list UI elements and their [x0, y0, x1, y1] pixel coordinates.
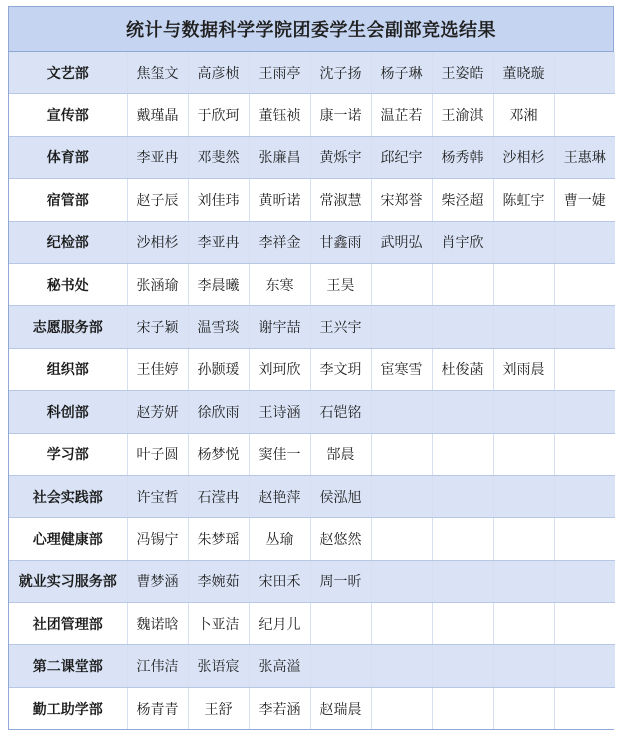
member-name-cell: 邓湘 — [493, 94, 554, 136]
table-row — [9, 348, 615, 390]
member-name-cell: 王舒 — [188, 687, 249, 729]
table-row — [9, 263, 615, 305]
member-name-cell — [554, 475, 615, 517]
member-name-cell — [371, 263, 432, 305]
member-name-cell: 沈子扬 — [310, 52, 371, 94]
member-name-cell: 王诗涵 — [249, 391, 310, 433]
member-name-cell — [310, 645, 371, 687]
member-name-cell — [493, 221, 554, 263]
table-row — [9, 603, 615, 645]
member-name-cell — [493, 475, 554, 517]
table-row — [9, 475, 615, 517]
member-name-cell — [371, 475, 432, 517]
member-name-cell — [432, 518, 493, 560]
member-name-cell: 肖宇欣 — [432, 221, 493, 263]
member-name-cell: 赵瑞晨 — [310, 687, 371, 729]
member-name-cell: 刘珂欣 — [249, 348, 310, 390]
member-name-cell: 丛瑜 — [249, 518, 310, 560]
member-name-cell: 冯锡宁 — [127, 518, 188, 560]
member-name-cell — [554, 603, 615, 645]
member-name-cell: 甘鑫雨 — [310, 221, 371, 263]
member-name-cell: 刘佳玮 — [188, 179, 249, 221]
member-name-cell — [432, 306, 493, 348]
member-name-cell — [371, 518, 432, 560]
department-cell: 组织部 — [9, 348, 127, 390]
member-name-cell: 高彦桢 — [188, 52, 249, 94]
member-name-cell: 沙相杉 — [493, 136, 554, 178]
member-name-cell — [554, 94, 615, 136]
member-name-cell: 康一诺 — [310, 94, 371, 136]
member-name-cell: 李祥金 — [249, 221, 310, 263]
member-name-cell: 温芷若 — [371, 94, 432, 136]
member-name-cell: 石铠铭 — [310, 391, 371, 433]
department-cell: 勤工助学部 — [9, 687, 127, 729]
member-name-cell — [554, 518, 615, 560]
member-name-cell — [554, 263, 615, 305]
member-name-cell — [371, 560, 432, 602]
table-row — [9, 94, 615, 136]
results-table — [9, 52, 615, 729]
member-name-cell: 柴泾超 — [432, 179, 493, 221]
member-name-cell: 王姿皓 — [432, 52, 493, 94]
table-row — [9, 560, 615, 602]
member-name-cell: 宋郑誉 — [371, 179, 432, 221]
department-cell: 社会实践部 — [9, 475, 127, 517]
results-sheet — [8, 6, 614, 730]
member-name-cell — [493, 645, 554, 687]
department-cell: 宣传部 — [9, 94, 127, 136]
member-name-cell: 武明弘 — [371, 221, 432, 263]
member-name-cell — [432, 475, 493, 517]
member-name-cell — [371, 603, 432, 645]
member-name-cell — [554, 645, 615, 687]
member-name-cell: 于欣珂 — [188, 94, 249, 136]
member-name-cell: 刘雨晨 — [493, 348, 554, 390]
member-name-cell: 张涵瑜 — [127, 263, 188, 305]
member-name-cell: 张高溢 — [249, 645, 310, 687]
table-row — [9, 433, 615, 475]
member-name-cell: 纪月儿 — [249, 603, 310, 645]
member-name-cell: 张语宸 — [188, 645, 249, 687]
table-row — [9, 306, 615, 348]
member-name-cell: 赵悠然 — [310, 518, 371, 560]
member-name-cell: 曹一婕 — [554, 179, 615, 221]
member-name-cell — [493, 518, 554, 560]
member-name-cell: 李亚冉 — [127, 136, 188, 178]
member-name-cell — [493, 560, 554, 602]
member-name-cell: 董钰祯 — [249, 94, 310, 136]
member-name-cell: 宋子颖 — [127, 306, 188, 348]
member-name-cell: 董晓璇 — [493, 52, 554, 94]
member-name-cell: 王昊 — [310, 263, 371, 305]
member-name-cell — [493, 603, 554, 645]
department-cell: 就业实习服务部 — [9, 560, 127, 602]
department-cell: 秘书处 — [9, 263, 127, 305]
member-name-cell — [554, 52, 615, 94]
member-name-cell: 陈虹宇 — [493, 179, 554, 221]
table-row — [9, 518, 615, 560]
member-name-cell: 戴瑾晶 — [127, 94, 188, 136]
page-title: 统计与数据科学学院团委学生会副部竞选结果 — [9, 7, 613, 52]
member-name-cell: 焦玺文 — [127, 52, 188, 94]
member-name-cell — [554, 306, 615, 348]
member-name-cell — [493, 687, 554, 729]
department-cell: 志愿服务部 — [9, 306, 127, 348]
table-row — [9, 645, 615, 687]
member-name-cell: 黄烁宇 — [310, 136, 371, 178]
department-cell: 第二课堂部 — [9, 645, 127, 687]
member-name-cell — [432, 603, 493, 645]
department-cell: 心理健康部 — [9, 518, 127, 560]
member-name-cell: 徐欣雨 — [188, 391, 249, 433]
member-name-cell — [554, 560, 615, 602]
member-name-cell — [554, 391, 615, 433]
member-name-cell — [493, 263, 554, 305]
member-name-cell: 邓斐然 — [188, 136, 249, 178]
member-name-cell: 窦佳一 — [249, 433, 310, 475]
member-name-cell: 杨青青 — [127, 687, 188, 729]
table-row — [9, 221, 615, 263]
member-name-cell — [554, 433, 615, 475]
member-name-cell: 李晨曦 — [188, 263, 249, 305]
member-name-cell: 许宝哲 — [127, 475, 188, 517]
table-row — [9, 391, 615, 433]
member-name-cell — [371, 433, 432, 475]
member-name-cell — [371, 391, 432, 433]
member-name-cell: 王雨亭 — [249, 52, 310, 94]
member-name-cell: 李文玥 — [310, 348, 371, 390]
results-table-body — [9, 52, 615, 729]
member-name-cell: 沙相杉 — [127, 221, 188, 263]
member-name-cell — [493, 306, 554, 348]
member-name-cell: 侯泓旭 — [310, 475, 371, 517]
member-name-cell: 曹梦涵 — [127, 560, 188, 602]
member-name-cell: 杜俊菡 — [432, 348, 493, 390]
member-name-cell — [371, 306, 432, 348]
member-name-cell — [493, 391, 554, 433]
member-name-cell: 李亚冉 — [188, 221, 249, 263]
member-name-cell — [432, 645, 493, 687]
member-name-cell — [432, 433, 493, 475]
member-name-cell: 赵子辰 — [127, 179, 188, 221]
member-name-cell — [432, 687, 493, 729]
member-name-cell — [554, 221, 615, 263]
member-name-cell: 郜晨 — [310, 433, 371, 475]
table-row — [9, 179, 615, 221]
member-name-cell: 王惠琳 — [554, 136, 615, 178]
member-name-cell: 赵艳萍 — [249, 475, 310, 517]
member-name-cell: 黄昕诺 — [249, 179, 310, 221]
department-cell: 学习部 — [9, 433, 127, 475]
member-name-cell — [432, 391, 493, 433]
member-name-cell: 卜亚洁 — [188, 603, 249, 645]
member-name-cell: 谢宇喆 — [249, 306, 310, 348]
member-name-cell: 王渝淇 — [432, 94, 493, 136]
member-name-cell: 石滢冉 — [188, 475, 249, 517]
department-cell: 社团管理部 — [9, 603, 127, 645]
member-name-cell — [493, 433, 554, 475]
department-cell: 体育部 — [9, 136, 127, 178]
department-cell: 文艺部 — [9, 52, 127, 94]
member-name-cell: 东寒 — [249, 263, 310, 305]
member-name-cell: 杨梦悦 — [188, 433, 249, 475]
member-name-cell — [371, 645, 432, 687]
member-name-cell — [554, 687, 615, 729]
member-name-cell: 李婉茹 — [188, 560, 249, 602]
member-name-cell: 温雪琰 — [188, 306, 249, 348]
member-name-cell: 杨秀韩 — [432, 136, 493, 178]
member-name-cell: 杨子琳 — [371, 52, 432, 94]
member-name-cell: 赵芳妍 — [127, 391, 188, 433]
table-row — [9, 136, 615, 178]
member-name-cell: 魏诺晗 — [127, 603, 188, 645]
member-name-cell: 周一昕 — [310, 560, 371, 602]
member-name-cell — [371, 687, 432, 729]
member-name-cell: 宋田禾 — [249, 560, 310, 602]
member-name-cell: 常淑慧 — [310, 179, 371, 221]
member-name-cell: 王佳婷 — [127, 348, 188, 390]
table-row — [9, 52, 615, 94]
member-name-cell: 邱纪宇 — [371, 136, 432, 178]
member-name-cell: 宦寒雪 — [371, 348, 432, 390]
member-name-cell: 张廉昌 — [249, 136, 310, 178]
member-name-cell: 江伟洁 — [127, 645, 188, 687]
department-cell: 宿管部 — [9, 179, 127, 221]
member-name-cell: 李若涵 — [249, 687, 310, 729]
table-row — [9, 687, 615, 729]
member-name-cell: 孙颢瑗 — [188, 348, 249, 390]
member-name-cell — [432, 560, 493, 602]
member-name-cell — [554, 348, 615, 390]
member-name-cell — [432, 263, 493, 305]
member-name-cell: 叶子圆 — [127, 433, 188, 475]
member-name-cell: 王兴宇 — [310, 306, 371, 348]
member-name-cell — [310, 603, 371, 645]
department-cell: 科创部 — [9, 391, 127, 433]
department-cell: 纪检部 — [9, 221, 127, 263]
member-name-cell: 朱梦瑶 — [188, 518, 249, 560]
